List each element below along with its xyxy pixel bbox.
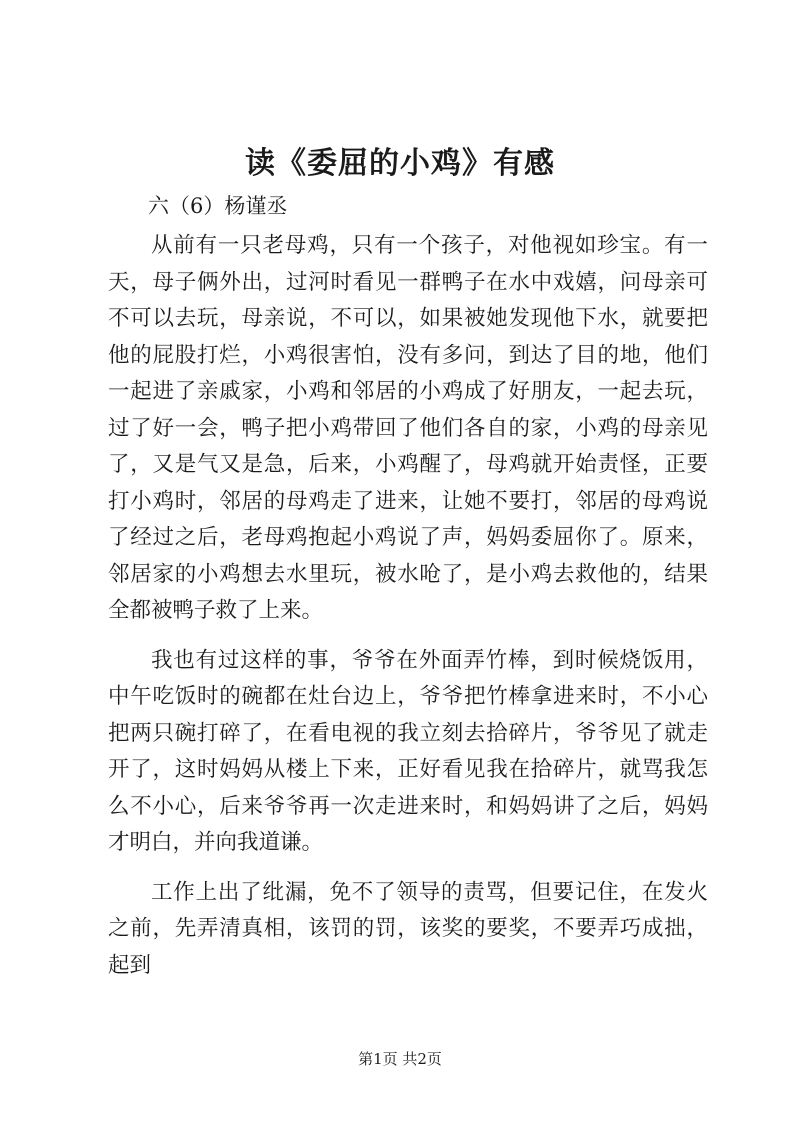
- paragraph-3: 工作上出了纰漏，免不了领导的责骂，但要记住，在发火之前，先弄清真相，该罚的罚，该奖的要奖，不要弄巧成拙，起到: [108, 879, 708, 978]
- document-body: [108, 228, 708, 997]
- paragraph-2: 我也有过这样的事，爷爷在外面弄竹棒，到时候烧饭用，中午吃饭时的碗都在灶台边上，爷爷把竹棒拿进来时，不小心把两只碗打碎了，在看电视的我立刻去拾碎片，爷爷见了就走开了，这时妈妈从楼上下来，正好看见我在拾碎片，就骂我怎么不小心，后来爷爷再一次走进来时，和妈妈讲了之后，妈妈才明白，并向我道谦。: [108, 647, 708, 855]
- paragraph-1: 从前有一只老母鸡，只有一个孩子，对他视如珍宝。有一天，母子俩外出，过河时看见一群鸭子在水中戏嬉，问母亲可不可以去玩，母亲说，不可以，如果被她发现他下水，就要把他的屁股打烂，小鸡很害怕，没有多问，到达了目的地，他们一起进了亲戚家，小鸡和邻居的小鸡成了好朋友，一起去玩，过了好一会，鸭子把小鸡带回了他们各自的家，小鸡的母亲见了，又是气又是急，后来，小鸡醒了，母鸡就开始责怪，正要打小鸡时，邻居的母鸡走了进来，让她不要打，邻居的母鸡说了经过之后，老母鸡抱起小鸡说了声，妈妈委屈你了。原来，邻居家的小鸡想去水里玩，被水呛了，是小鸡去救他的，结果全都被鸭子救了上来。: [108, 233, 708, 623]
- document-title: 读《委屈的小鸡》有感: [245, 146, 555, 181]
- page-footer: 第1页 共2页: [358, 1050, 442, 1068]
- author-line: 六（6）杨谨丞: [148, 194, 288, 218]
